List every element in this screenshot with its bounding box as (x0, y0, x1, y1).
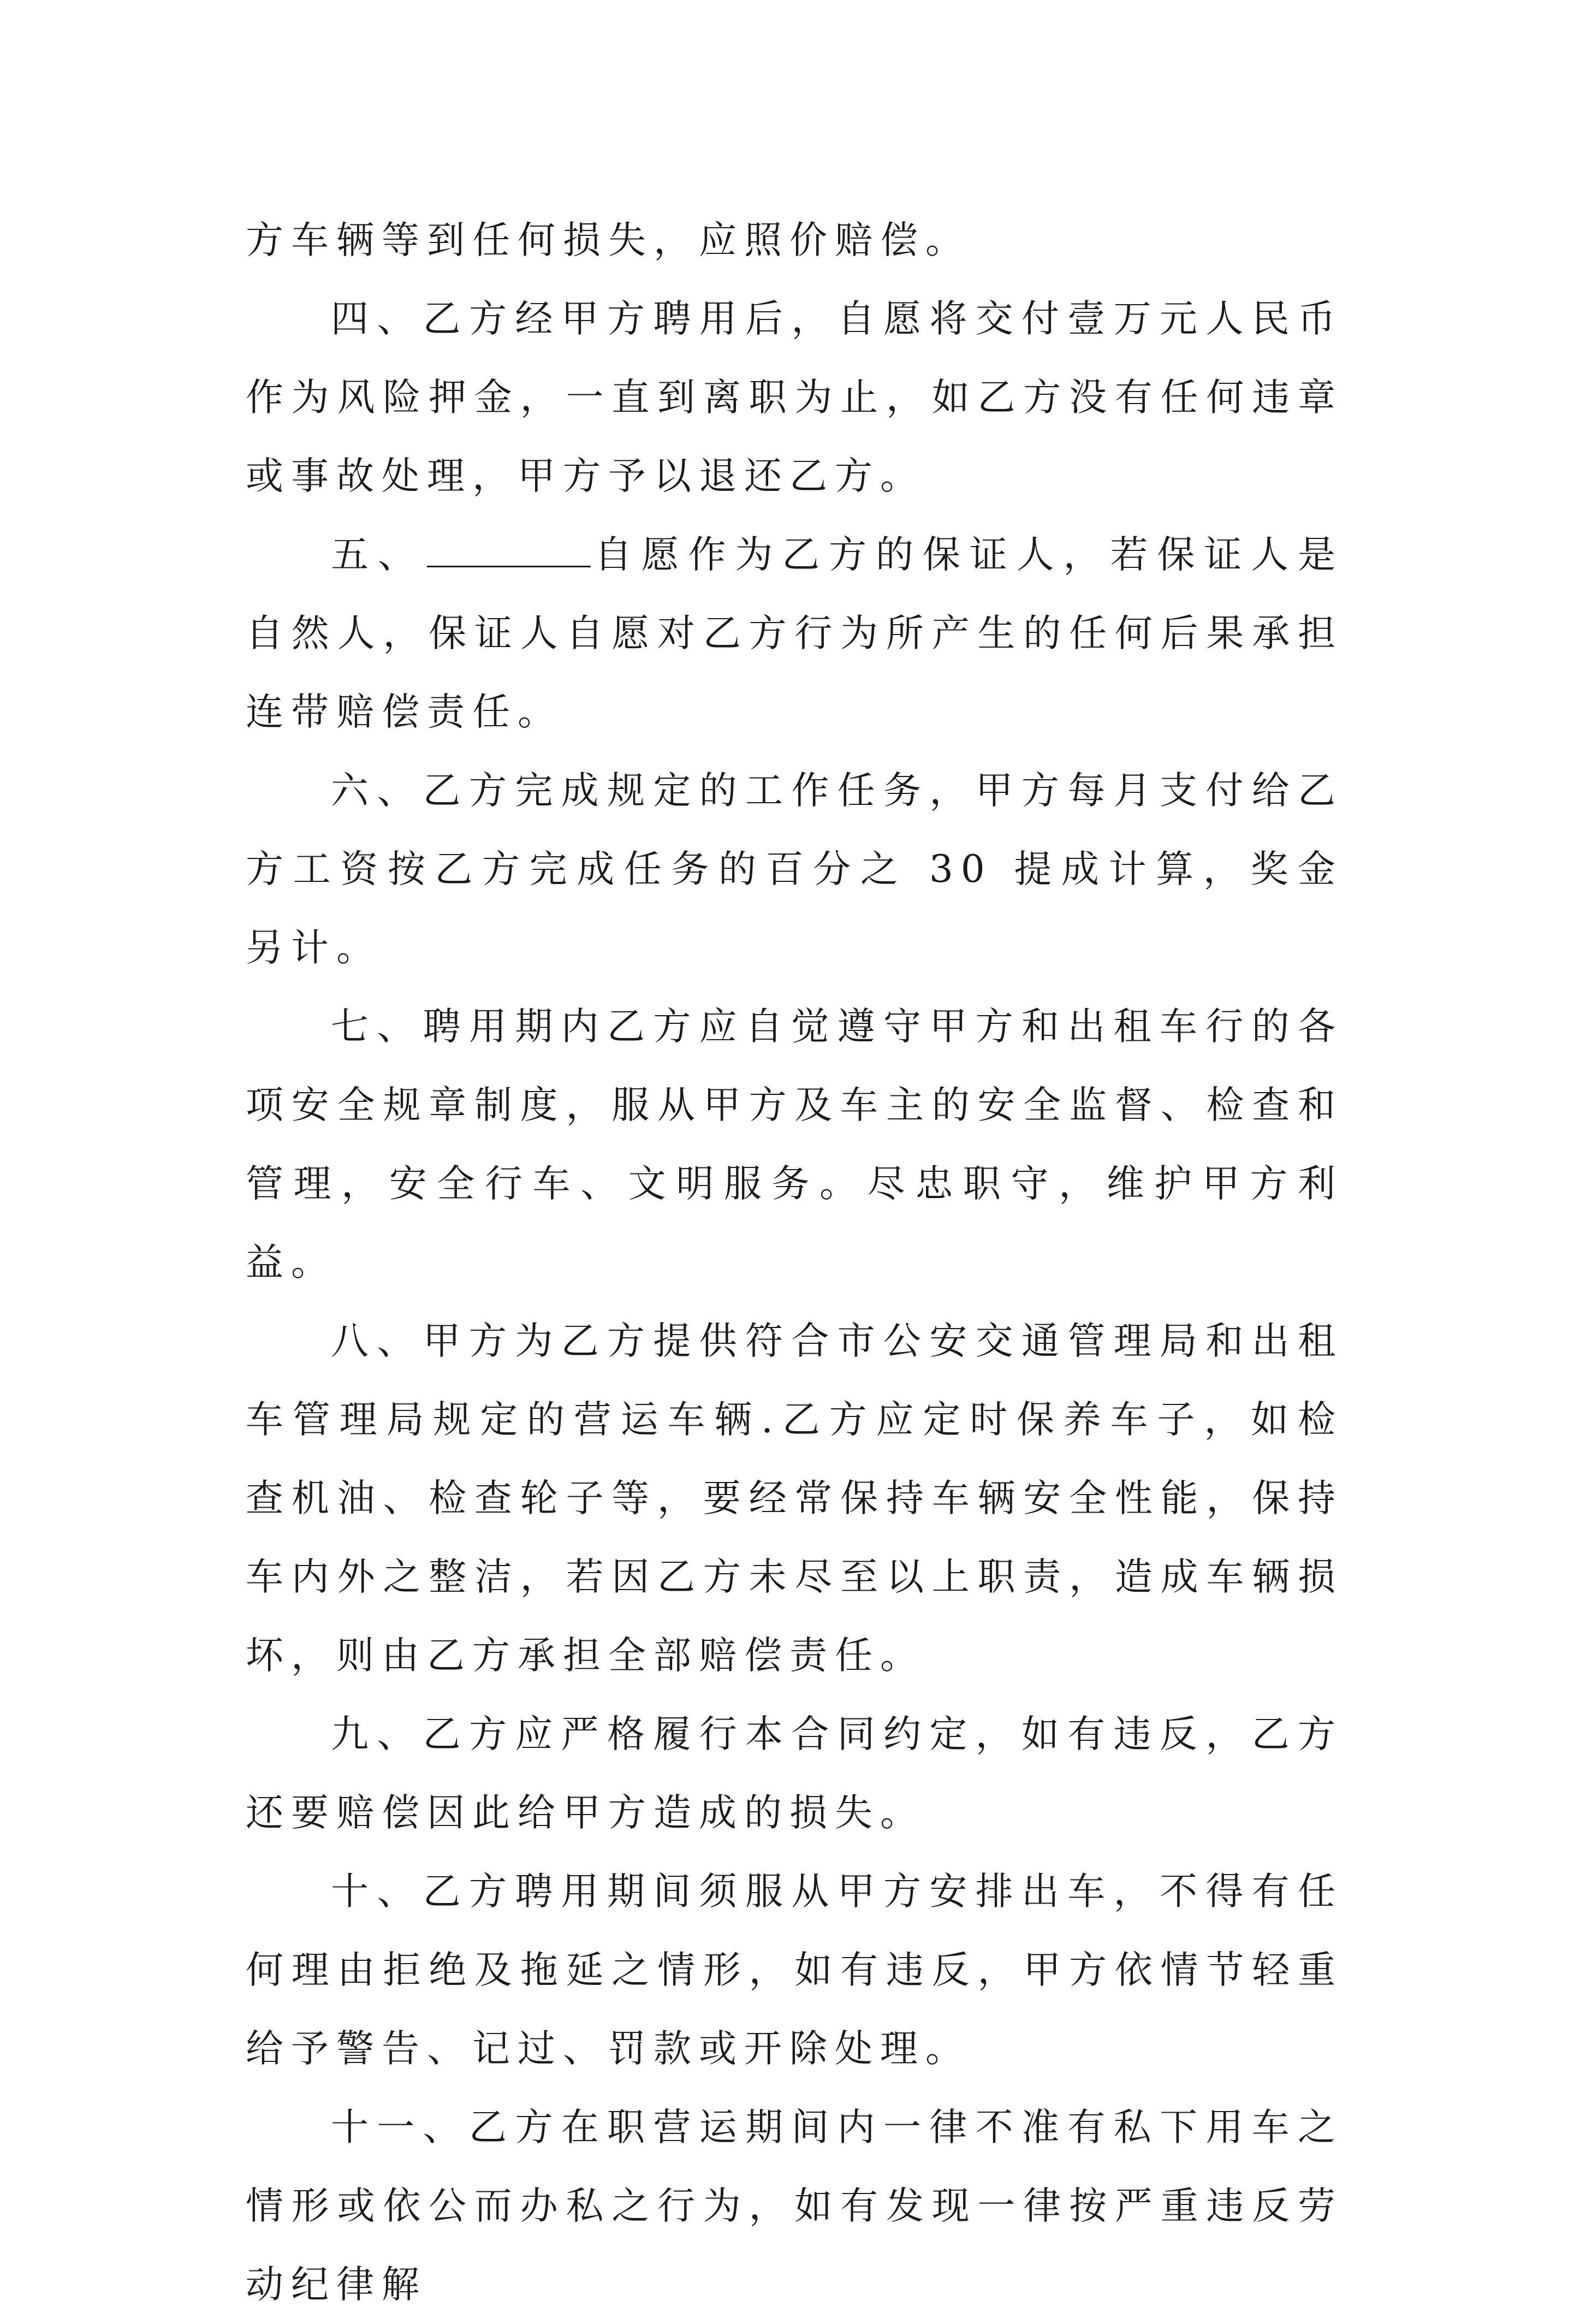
guarantor-blank-line (427, 526, 591, 567)
clause-5-text: 自愿作为乙方的保证人，若保证人是自然人，保证人自愿对乙方行为所产生的任何后果承担连带赔偿责任。 (246, 533, 1344, 734)
clause-6: 六、乙方完成规定的工作任务，甲方每月支付给乙方工资按乙方完成任务的百分之 30 提成计算，奖金另计。 (246, 769, 1343, 970)
clause-10: 十、乙方聘用期间须服从甲方安排出车，不得有任何理由拒绝及拖延之情形，如有违反，甲方依情节轻重给予警告、记过、罚款或开除处理。 (246, 1870, 1343, 2071)
clause-11: 十一、乙方在职营运期间内一律不准有私下用车之情形或依公而办私之行为，如有发现一律按严重违反劳动纪律解 (246, 2106, 1343, 2307)
clause-8: 八、甲方为乙方提供符合市公安交通管理局和出租车管理局规定的营运车辆.乙方应定时保养车子，如检查机油、检查轮子等，要经常保持车辆安全性能，保持车内外之整洁，若因乙方未尽至以上职责，造成车辆损坏，则由乙方承担全部赔偿责任。 (246, 1319, 1343, 1677)
clause-7: 七、聘用期内乙方应自觉遵守甲方和出租车行的各项安全规章制度，服从甲方及车主的安全监督、检查和管理，安全行车、文明服务。尽忠职守，维护甲方利益。 (246, 1005, 1343, 1284)
contract-body (246, 201, 1343, 2324)
clause-5-prefix: 五、 (331, 533, 425, 577)
clause-4: 四、乙方经甲方聘用后，自愿将交付壹万元人民币作为风险押金，一直到离职为止，如乙方没有任何违章或事故处理，甲方予以退还乙方。 (246, 297, 1343, 498)
clause-9: 九、乙方应严格履行本合同约定，如有违反，乙方还要赔偿因此给甲方造成的损失。 (246, 1712, 1343, 1835)
paragraph-continuation: 方车辆等到任何损失，应照价赔偿。 (246, 218, 971, 262)
clause-5 (246, 515, 1343, 751)
